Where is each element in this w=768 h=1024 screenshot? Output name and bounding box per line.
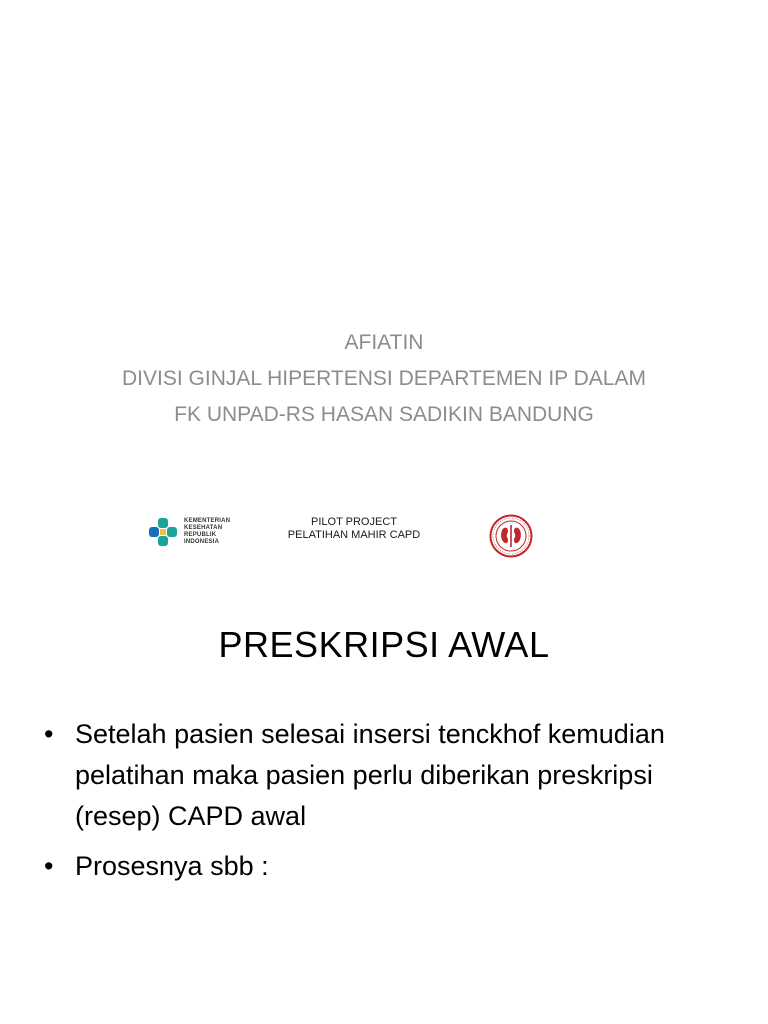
list-item — [42, 846, 732, 887]
logo-strip — [0, 510, 768, 570]
kidney-seal-icon — [489, 514, 533, 558]
bullet-text: Prosesnya sbb : — [75, 851, 269, 881]
kemenkes-emblem-icon — [147, 516, 179, 548]
bullet-list — [42, 714, 732, 896]
bullet-icon: • — [44, 719, 54, 749]
division-line: DIVISI GINJAL HIPERTENSI DEPARTEMEN IP DALAM — [122, 367, 646, 390]
slide-title: PRESKRIPSI AWAL — [218, 624, 550, 665]
list-item — [42, 714, 732, 837]
institution-line: FK UNPAD-RS HASAN SADIKIN BANDUNG — [174, 403, 594, 426]
author-block — [100, 328, 668, 436]
kemenkes-wordmark: KEMENTERIAN KESEHATAN REPUBLIK INDONESIA — [184, 518, 231, 545]
author-name: AFIATIN — [344, 331, 424, 354]
pilot-project-label: PILOT PROJECT PELATIHAN MAHIR CAPD — [287, 516, 421, 541]
bullet-icon: • — [44, 851, 54, 881]
bullet-text: Setelah pasien selesai insersi tenckhof kemudian pelatihan maka pasien perlu diberikan preskripsi (resep) CAPD awal — [75, 719, 665, 831]
content-slide — [0, 576, 768, 1024]
society-seal — [489, 514, 533, 558]
kemenkes-logo — [147, 516, 230, 548]
